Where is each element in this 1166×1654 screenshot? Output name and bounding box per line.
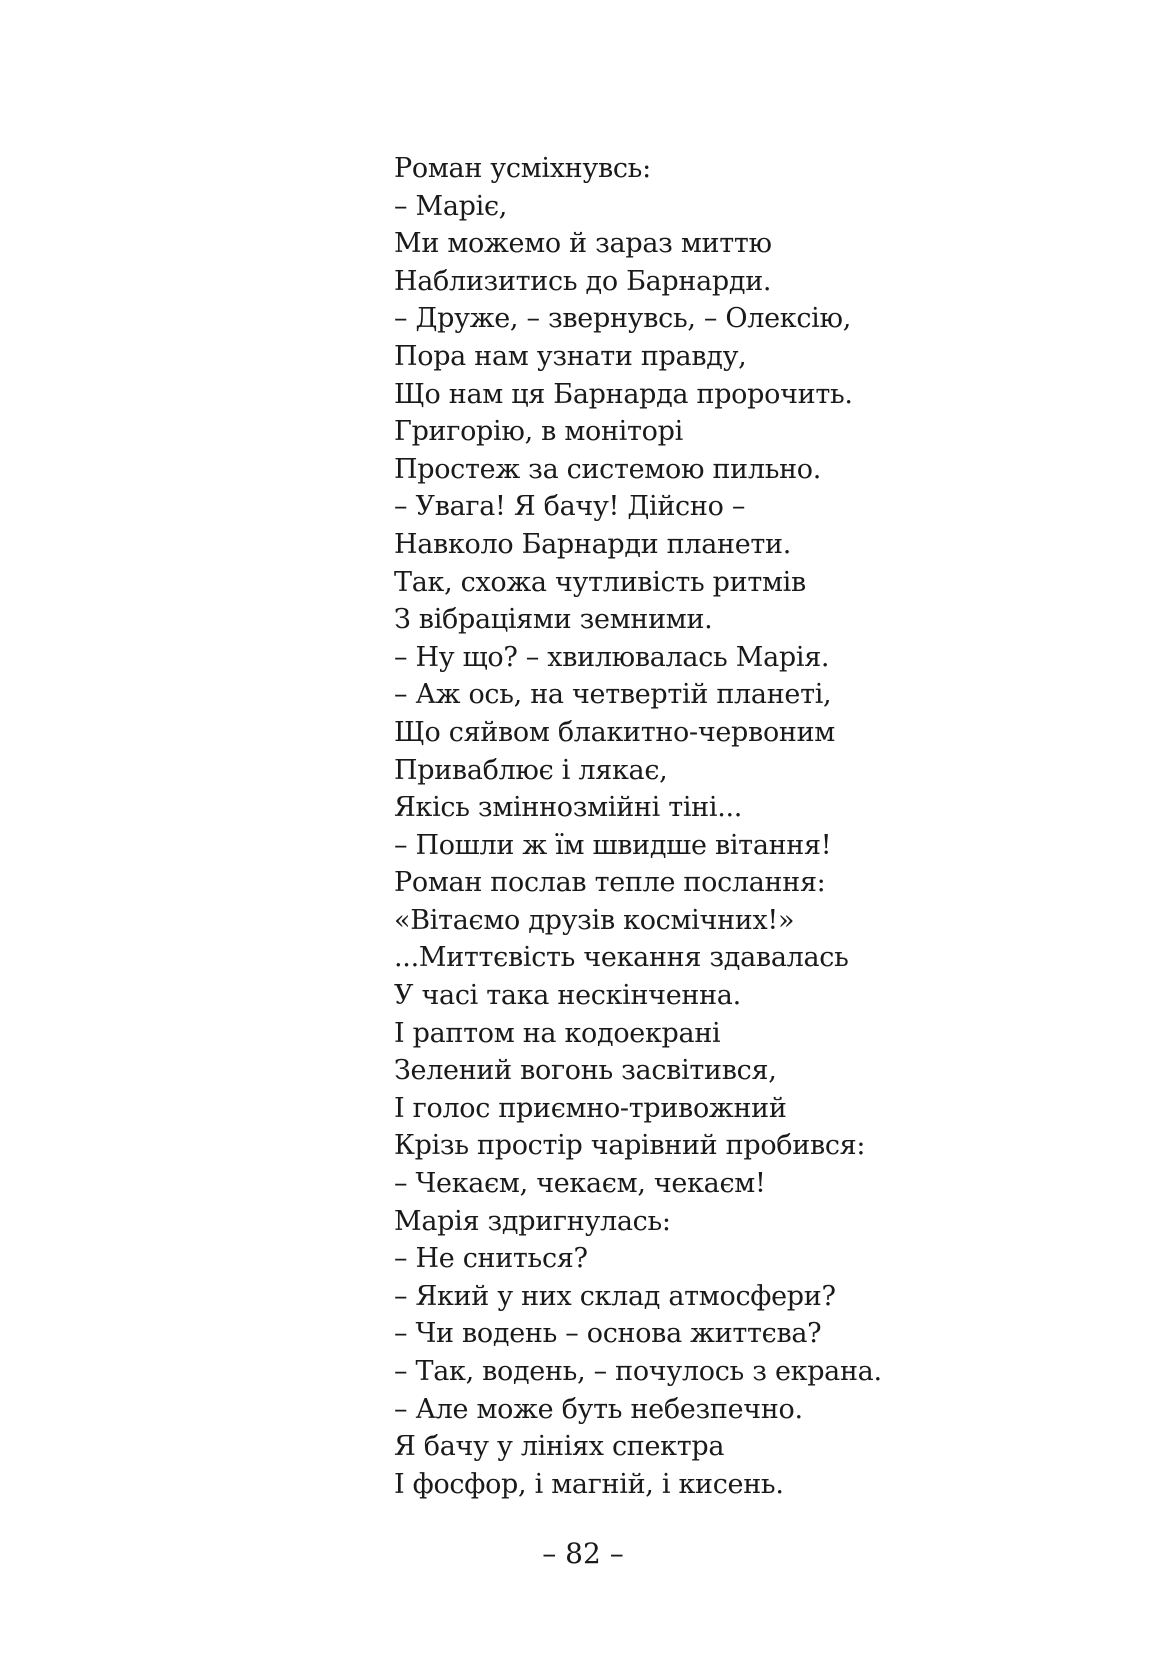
poem-line: – Пошли ж їм швидше вітання!: [394, 829, 832, 861]
poem-line: – Ну що? – хвилювалась Марія.: [394, 641, 830, 673]
poem-line: Ми можемо й зараз миттю: [394, 228, 772, 260]
poem-line: Якісь зміннозмійні тіні...: [394, 792, 743, 824]
poem-line: – Маріє,: [394, 190, 508, 222]
poem-line: Простеж за системою пильно.: [394, 453, 822, 485]
poem-line: Зелений вогонь засвітився,: [394, 1055, 777, 1087]
poem-line: «Вітаємо друзів космічних!»: [394, 904, 795, 936]
poem-line: – Увага! Я бачу! Дійсно –: [394, 491, 746, 523]
poem-line: У часі така нескінченна.: [394, 980, 741, 1012]
poem-line: Григорію, в моніторі: [394, 416, 683, 448]
poem-line: І раптом на кодоекрані: [394, 1017, 721, 1049]
page-number: – 82 –: [542, 1537, 624, 1570]
poem-line: Крізь простір чарівний пробився:: [394, 1130, 866, 1162]
poem-line: – Не сниться?: [394, 1243, 588, 1275]
poem-line: І фосфор, і магній, і кисень.: [394, 1468, 784, 1500]
poem-line: Пора нам узнати правду,: [394, 340, 747, 372]
poem-text: [394, 150, 882, 1503]
poem-line: Що сяйвом блакитно-червоним: [394, 716, 835, 748]
poem-line: З вібраціями земними.: [394, 604, 713, 636]
poem-line: Я бачу у лініях спектра: [394, 1431, 725, 1463]
poem-line: – Чекаєм, чекаєм, чекаєм!: [394, 1168, 766, 1200]
poem-line: – Який у них склад атмосфери?: [394, 1280, 836, 1312]
poem-line: Так, схожа чутливість ритмів: [394, 566, 806, 598]
poem-line: І голос приємно-тривожний: [394, 1092, 787, 1124]
poem-line: – Аж ось, на четвертій планеті,: [394, 679, 832, 711]
poem-line: – Чи водень – основа життєва?: [394, 1318, 822, 1350]
poem-line: – Друже, – звернувсь, – Олексію,: [394, 303, 851, 335]
poem-line: ...Миттєвість чекання здавалась: [394, 942, 849, 974]
poem-line: Наблизитись до Барнарди.: [394, 265, 772, 297]
poem-line: Що нам ця Барнарда пророчить.: [394, 378, 853, 410]
poem-line: – Але може буть небезпечно.: [394, 1393, 803, 1425]
poem-line: Марія здригнулась:: [394, 1205, 671, 1237]
poem-line: Навколо Барнарди планети.: [394, 528, 791, 560]
poem-line: Приваблює і лякає,: [394, 754, 668, 786]
poem-line: Роман послав тепле послання:: [394, 867, 826, 899]
poem-line: – Так, водень, – почулось з екрана.: [394, 1356, 882, 1387]
poem-line: Роман усміхнувсь:: [394, 153, 651, 184]
